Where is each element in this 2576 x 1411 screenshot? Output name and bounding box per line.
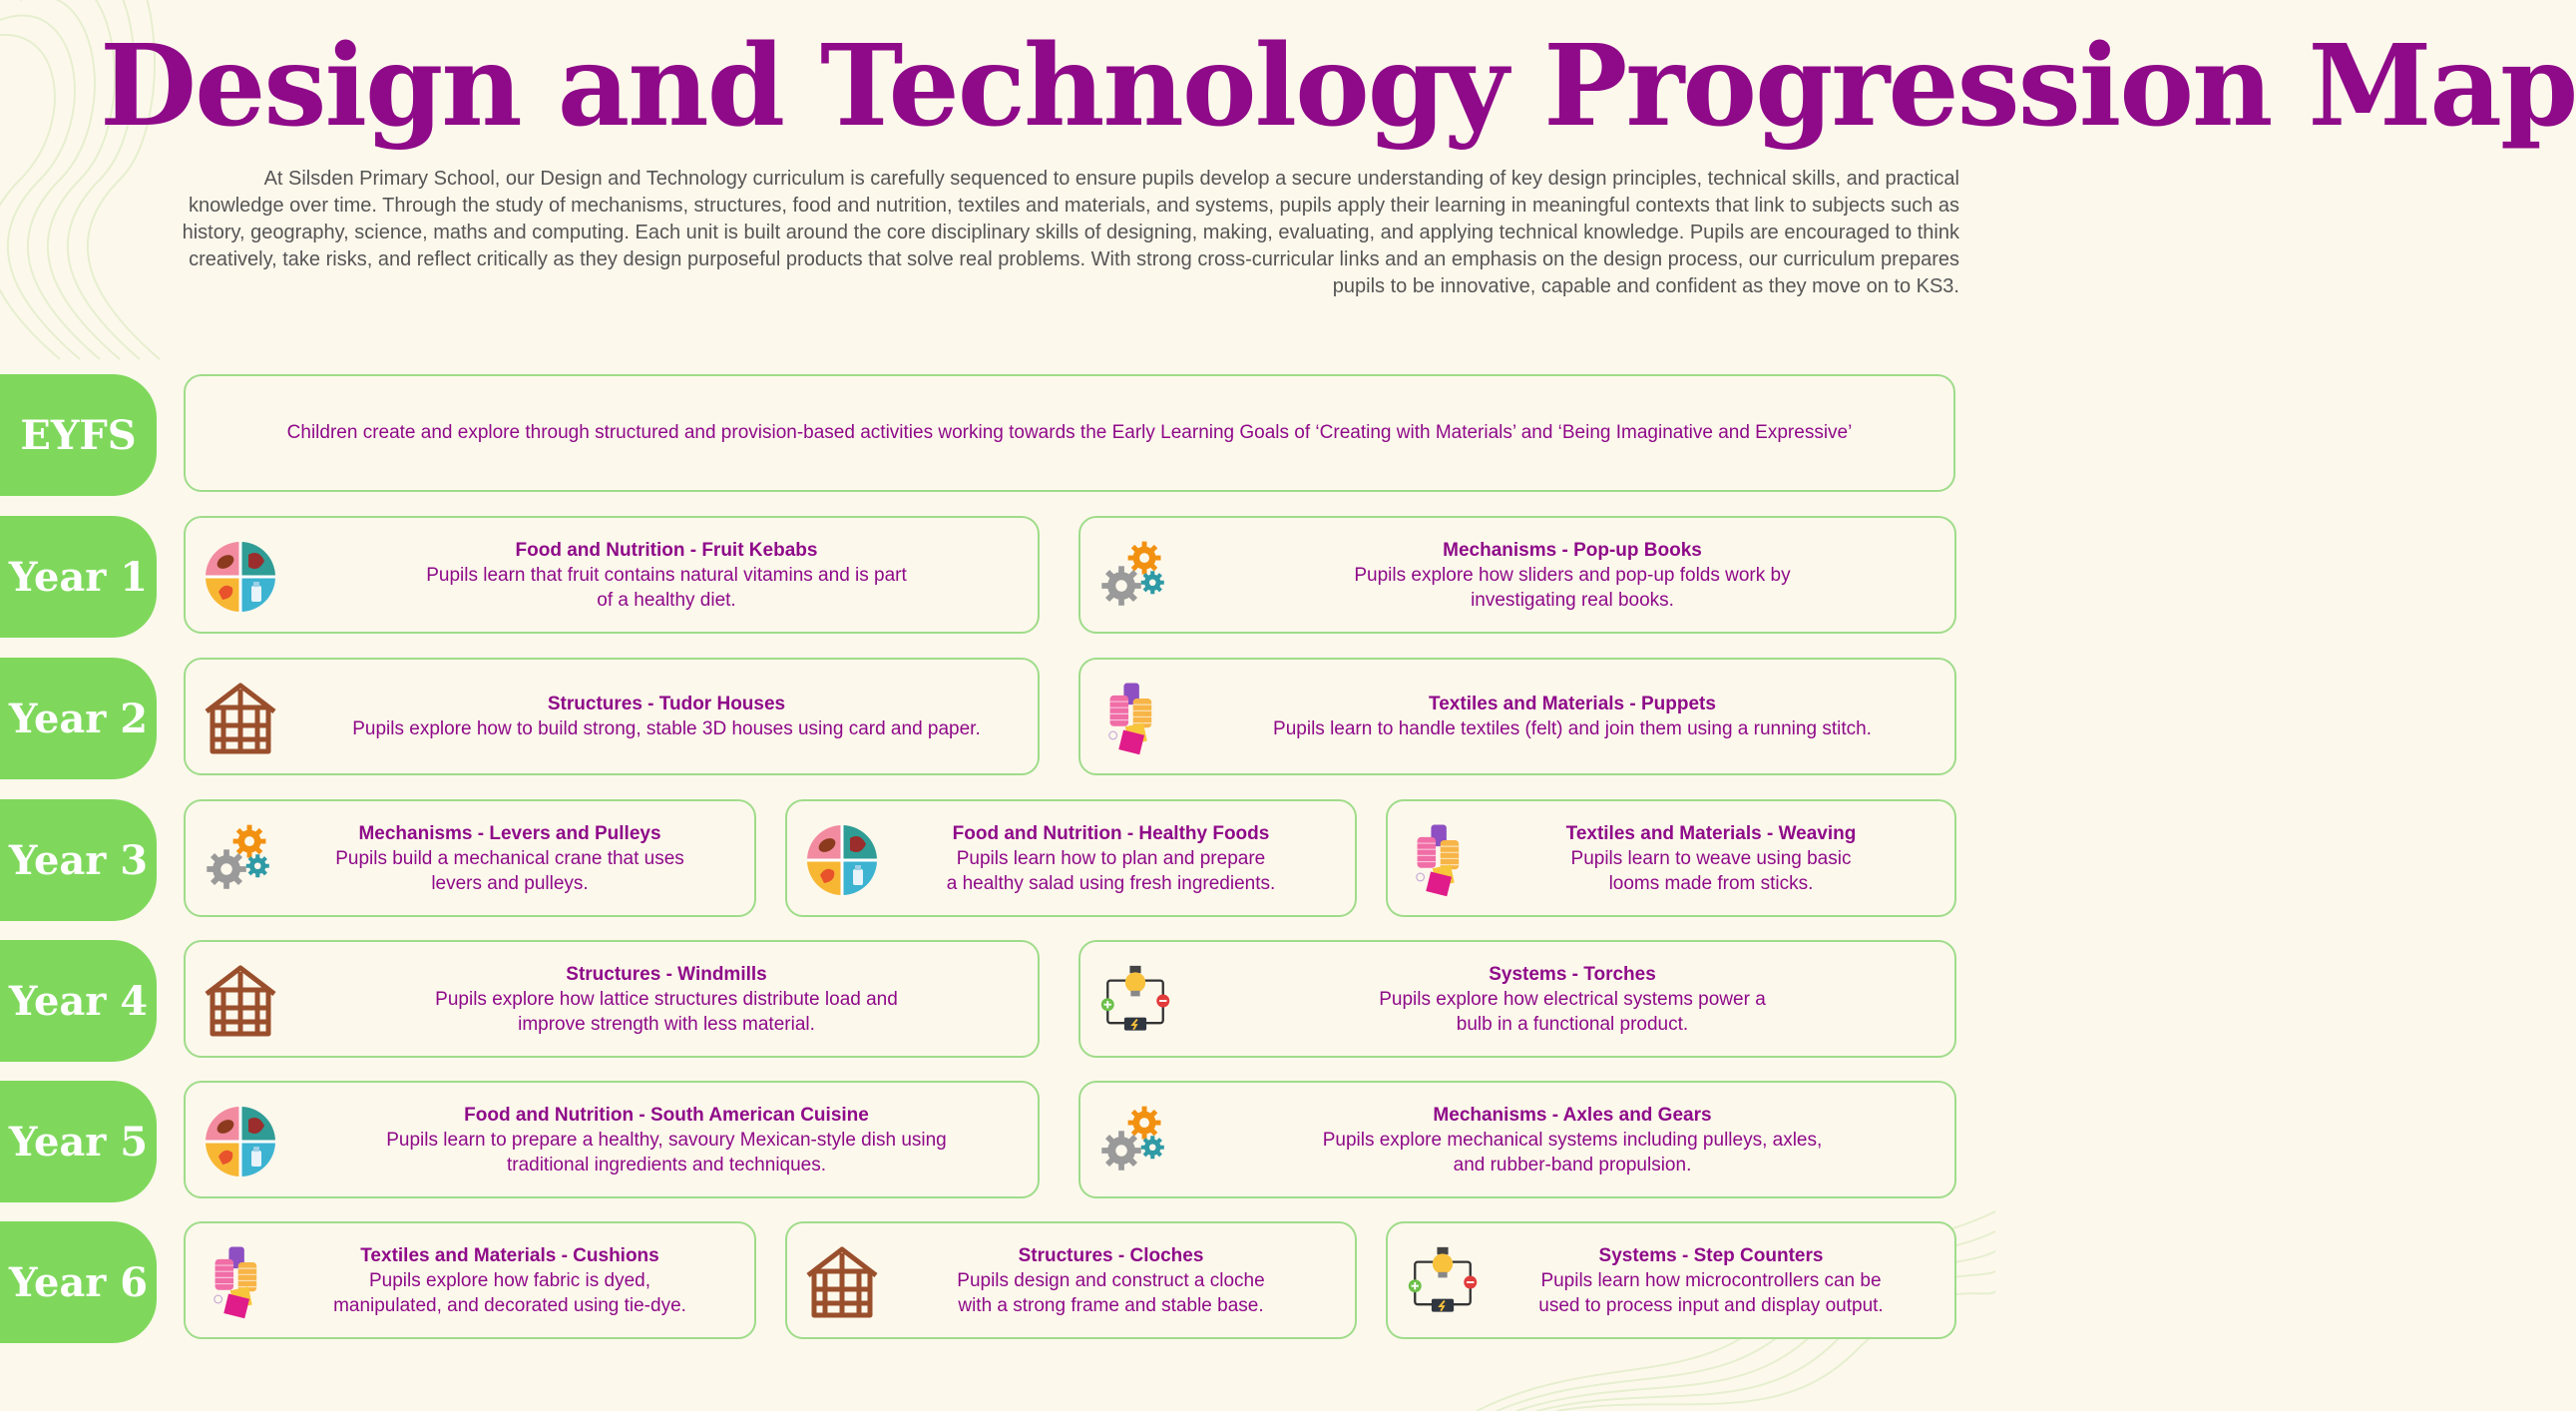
unit-description-line: Pupils explore how fabric is dyed, [369, 1269, 650, 1291]
year-label: Year 3 [0, 799, 157, 921]
unit-description-line: Pupils design and construct a cloche [957, 1269, 1265, 1291]
unit-description-line: bulb in a functional product. [1456, 1013, 1689, 1035]
unit-card [1078, 940, 1956, 1058]
circuit-bulb-icon [1406, 1245, 1480, 1319]
unit-description-line: Pupils learn that fruit contains natural vitamins and is part [426, 564, 907, 586]
unit-text [275, 1223, 744, 1337]
house-frame-icon [204, 682, 277, 755]
unit-text [1190, 942, 1954, 1056]
unit-text [295, 942, 1038, 1056]
row-year-5 [0, 1081, 1995, 1202]
food-plate-icon [204, 1105, 277, 1178]
gears-icon [1098, 1105, 1172, 1178]
unit-card [184, 940, 1040, 1058]
circuit-bulb-icon [1098, 964, 1172, 1038]
unit-card [184, 658, 1040, 775]
food-plate-icon [204, 540, 277, 614]
unit-description-line: of a healthy diet. [597, 589, 736, 611]
unit-text [1478, 801, 1944, 915]
unit-text [1190, 660, 1954, 773]
unit-card [184, 516, 1040, 634]
unit-text [295, 518, 1038, 632]
gears-icon [204, 823, 277, 897]
unit-description-line: Pupils learn to handle textiles (felt) and join them using a running stitch. [1273, 718, 1872, 739]
unit-card [1078, 1081, 1956, 1198]
unit-card [1386, 1221, 1956, 1339]
thread-spools-icon [1098, 682, 1172, 755]
unit-description-line: Pupils explore how electrical systems power a [1379, 988, 1766, 1010]
eyfs-description: Children create and explore through structured and provision-based activities working towards the Early Learning Goals of ‘Creating with Materials’ and ‘Being Imaginative and Expressive’ [286, 422, 1853, 443]
unit-title: Systems - Torches [1489, 963, 1656, 985]
unit-title: Mechanisms - Axles and Gears [1433, 1104, 1712, 1126]
year-label: Year 4 [0, 940, 157, 1062]
unit-description-line: Pupils explore mechanical systems including pulleys, axles, [1322, 1129, 1823, 1151]
unit-text [1478, 1223, 1944, 1337]
unit-description-line: traditional ingredients and techniques. [506, 1154, 827, 1176]
unit-title: Food and Nutrition - South American Cuisine [464, 1104, 869, 1126]
unit-description-line: with a strong frame and stable base. [958, 1294, 1264, 1316]
unit-description-line: Pupils learn how microcontrollers can be [1540, 1269, 1882, 1291]
unit-title: Mechanisms - Pop-up Books [1443, 539, 1702, 561]
unit-description-line: manipulated, and decorated using tie-dye. [333, 1294, 686, 1316]
row-eyfs [0, 374, 1995, 496]
unit-description-line: Pupils learn to prepare a healthy, savoury Mexican-style dish using [386, 1129, 947, 1151]
gears-icon [1098, 540, 1172, 614]
unit-text [295, 1083, 1038, 1196]
eyfs-card [184, 374, 1955, 492]
unit-description-line: Pupils explore how to build strong, stable 3D houses using card and paper. [352, 718, 981, 739]
unit-text [1190, 1083, 1954, 1196]
unit-description-line: Pupils build a mechanical crane that uses [335, 847, 684, 869]
unit-card [184, 799, 756, 917]
house-frame-icon [204, 964, 277, 1038]
unit-description-line: levers and pulleys. [431, 872, 589, 894]
unit-text [877, 1223, 1345, 1337]
unit-card [1078, 658, 1956, 775]
unit-card [1078, 516, 1956, 634]
year-label: Year 5 [0, 1081, 157, 1202]
unit-description-line: investigating real books. [1471, 589, 1674, 611]
unit-description-line: Pupils learn to weave using basic [1570, 847, 1852, 869]
year-label: Year 1 [0, 516, 157, 638]
thread-spools-icon [204, 1245, 277, 1319]
unit-card [785, 799, 1357, 917]
unit-description-line: Pupils explore how sliders and pop-up folds work by [1354, 564, 1791, 586]
unit-description-line: looms made from sticks. [1608, 872, 1814, 894]
unit-card [184, 1221, 756, 1339]
unit-text [877, 801, 1345, 915]
unit-text [1190, 518, 1954, 632]
unit-title: Structures - Tudor Houses [547, 694, 786, 714]
house-frame-icon [805, 1245, 879, 1319]
unit-description-line: Pupils explore how lattice structures distribute load and [435, 988, 898, 1010]
unit-title: Textiles and Materials - Weaving [1565, 822, 1857, 844]
unit-card [785, 1221, 1357, 1339]
unit-title: Structures - Windmills [566, 963, 767, 985]
year-label: Year 6 [0, 1221, 157, 1343]
unit-description-line: Pupils learn how to plan and prepare [956, 847, 1266, 869]
row-year-4 [0, 940, 1995, 1062]
unit-title: Textiles and Materials - Cushions [360, 1244, 659, 1266]
row-year-1 [0, 516, 1995, 638]
unit-title: Mechanisms - Levers and Pulleys [358, 822, 661, 844]
unit-description-line: used to process input and display output. [1538, 1294, 1884, 1316]
row-year-2 [0, 658, 1995, 779]
unit-card [184, 1081, 1040, 1198]
page-title: Design and Technology Progression Map [100, 21, 2576, 152]
unit-title: Food and Nutrition - Fruit Kebabs [515, 539, 818, 561]
intro-paragraph: At Silsden Primary School, our Design and Technology curriculum is carefully sequenced to ensure pupils develop a secure understanding of key design principles, technical skills, and practical knowledge over time. Through the study of mechanisms, structures, food and nutrition, textiles and materials, and systems, pupils apply their learning in meaningful contexts that link to subjects such as history, geography, science, maths and computing. Each unit is built around the core disciplinary skills of designing, making, evaluating, and applying technical knowledge. Pupils are encouraged to think creatively, take risks, and reflect critically as they design purposeful products that solve real problems. With strong cross-curricular links and an emphasis on the design process, our curriculum prepares pupils to be innovative, capable and confident as they move on to KS3. [182, 168, 1959, 297]
food-plate-icon [805, 823, 879, 897]
unit-title: Food and Nutrition - Healthy Foods [952, 822, 1270, 844]
unit-description-line: and rubber-band propulsion. [1453, 1154, 1692, 1176]
unit-card [1386, 799, 1956, 917]
row-year-6 [0, 1221, 1995, 1343]
row-year-3 [0, 799, 1995, 921]
unit-title: Systems - Step Counters [1598, 1244, 1824, 1266]
unit-title: Textiles and Materials - Puppets [1429, 694, 1716, 714]
year-label: EYFS [0, 374, 157, 496]
thread-spools-icon [1406, 823, 1480, 897]
year-label: Year 2 [0, 658, 157, 779]
unit-description-line: a healthy salad using fresh ingredients. [946, 872, 1276, 894]
unit-title: Structures - Cloches [1018, 1244, 1204, 1266]
unit-text [295, 660, 1038, 773]
unit-description-line: improve strength with less material. [518, 1013, 815, 1035]
unit-text [275, 801, 744, 915]
